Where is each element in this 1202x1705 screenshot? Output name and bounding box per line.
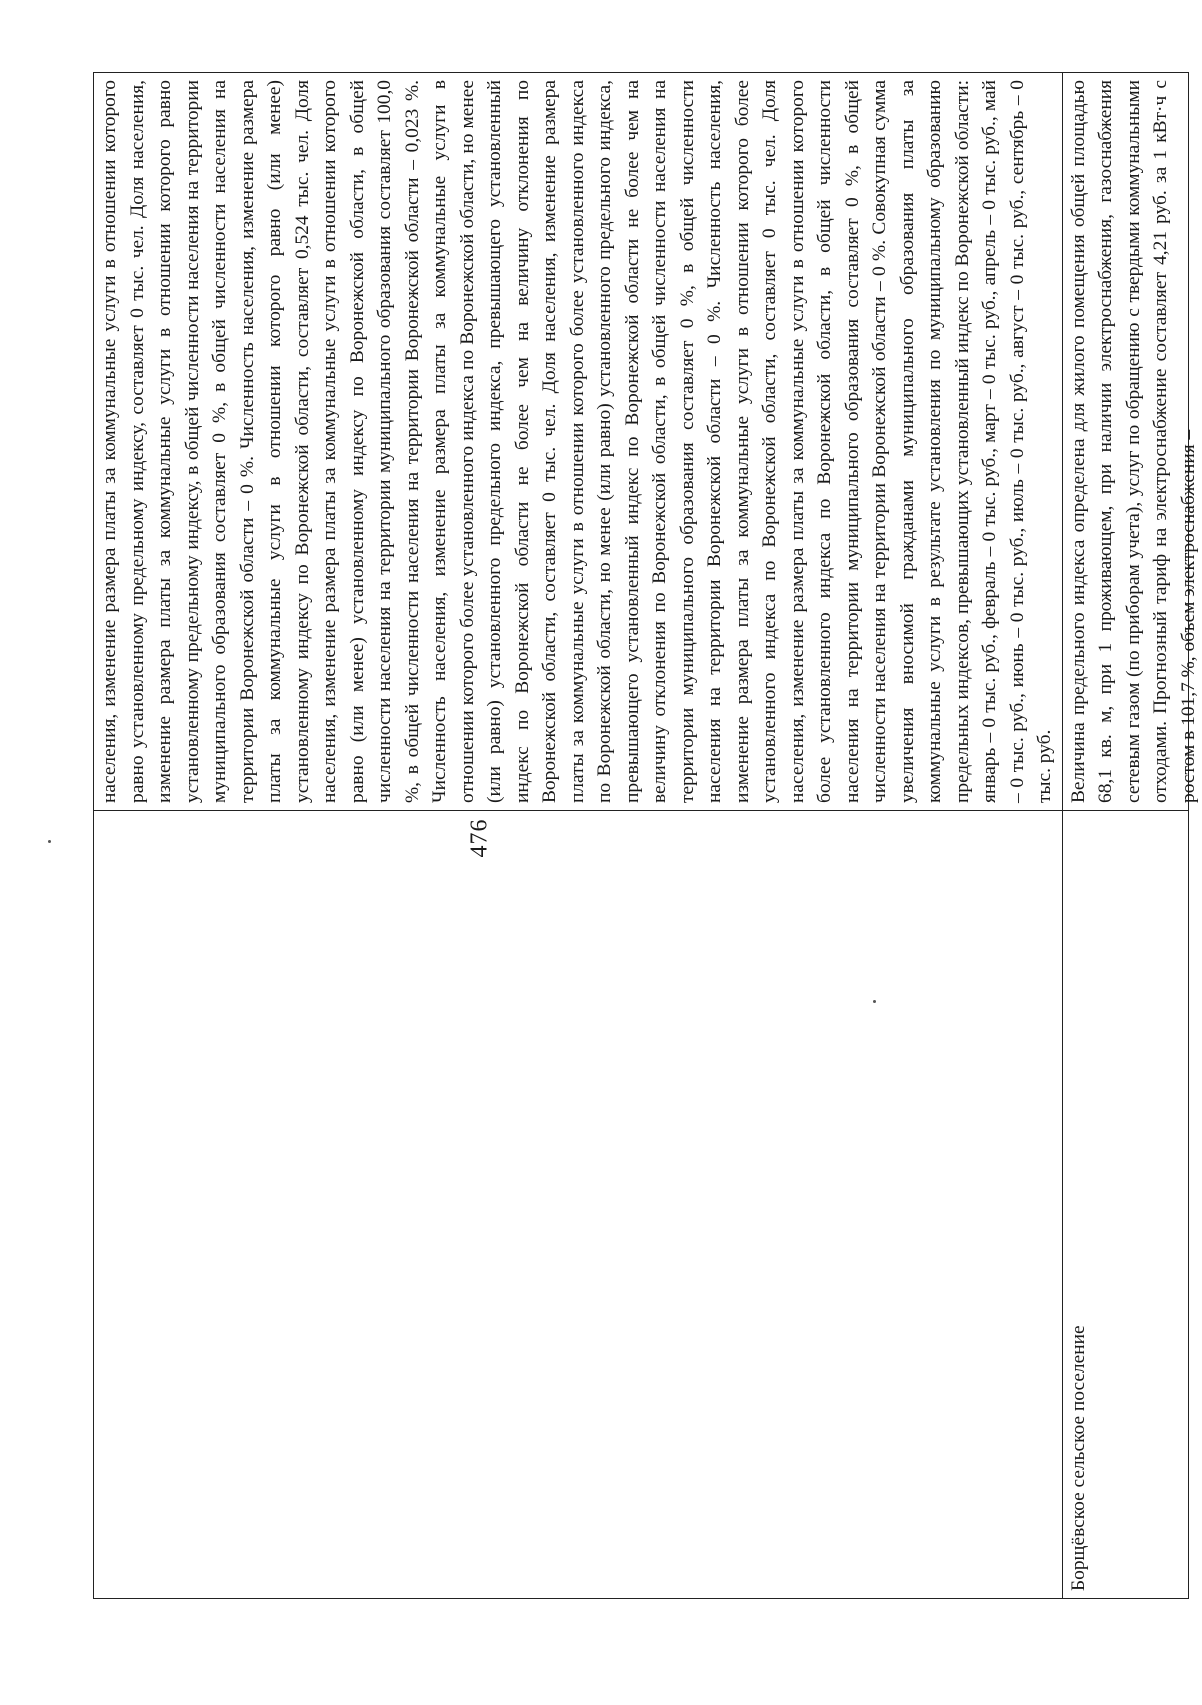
document-table — [93, 72, 1199, 1599]
settlement-description-cell — [1062, 73, 1199, 811]
table-row — [94, 73, 1063, 1599]
scan-speck — [48, 840, 51, 843]
table-row — [1062, 73, 1188, 1599]
page-number: 476 — [466, 818, 493, 858]
settlement-description-text: Величина предельного индекса определена для жилого помещения общей площадью 68,1 кв. м, при 1 проживающем, при наличии электроснабжения, газоснабжения сетевым газом (по приборам учета), услуг по обращению с твердыми коммунальными отходами. Прогнозный тариф на электроснабжение составляет 4,21 руб. за 1 кВт·ч с ростом в 101,7 %, объем электроснабжения – — [1067, 80, 1199, 803]
settlement-name-cell — [94, 811, 1063, 1599]
settlement-description-cell: населения, изменение размера платы за коммунальные услуги в отношении которого равно установленному предельному индексу, составляет 0 тыс. чел. Доля населения, изменение размера платы за коммунальные услуги в отношении которого равно установленному предельному индексу, в общей численности населения на территории муниципального образования составляет 0 %, в общей численности населения на территории Воронежской области – 0 %. Численность населения, изменение размера платы за коммунальные услуги в отношении которого равно (или менее) установленному индексу по Воронежской области, составляет 0,524 тыс. чел. Доля населения, изменение размера платы за коммунальные услуги в отношении которого равно (или менее) установленному индексу по Воронежской области, в общей численности населения на территории муниципального образования составляет 100,0 %, в общей численности населения на территории Воронежской области – 0,023 %. Численность населения, изменение размера платы за коммунальные услуги в отношении которого более установленного индекса по Воронежской области, но менее (или равно) установленного предельного индекса, превышающего установленный индекс по Воронежской области не более чем на величину отклонения по Воронежской области, составляет 0 тыс. чел. Доля населения, изменение размера платы за коммунальные услуги в отношении которого более установленного индекса по Воронежской области, но менее (или равно) установленного предельного индекса, превышающего установленный индекс по Воронежской области не более чем на величину отклонения по Воронежской области, в общей численности населения на территории муниципального образования составляет 0 %, в общей численности населения на территории Воронежской области – 0 %. Численность населения, изменение размера платы за коммунальные услуги в отношении которого более установленного индекса по Воронежской области, составляет 0 тыс. чел. Доля населения, изменение размера платы за коммунальные услуги в отношении которого более установленного индекса по Воронежской области, в общей численности населения на территории муниципального образования составляет 0 %, в общей численности населения на территории Воронежской области – 0 %. Совокупная сумма увеличения вносимой гражданами муниципального образования платы за коммунальные услуги в результате установления по муниципальному образованию предельных индексов, превышающих установленный индекс по Воронежской области: январь – 0 тыс. руб., февраль – 0 тыс. руб., март – 0 тыс. руб., апрель – 0 тыс. руб., май – 0 тыс. руб., июнь – 0 тыс. руб., июль – 0 тыс. руб., август – 0 тыс. руб., сентябрь – 0 тыс. руб. — [94, 73, 1063, 811]
settlement-name-cell: Борщёвское сельское поселение — [1062, 811, 1188, 1599]
